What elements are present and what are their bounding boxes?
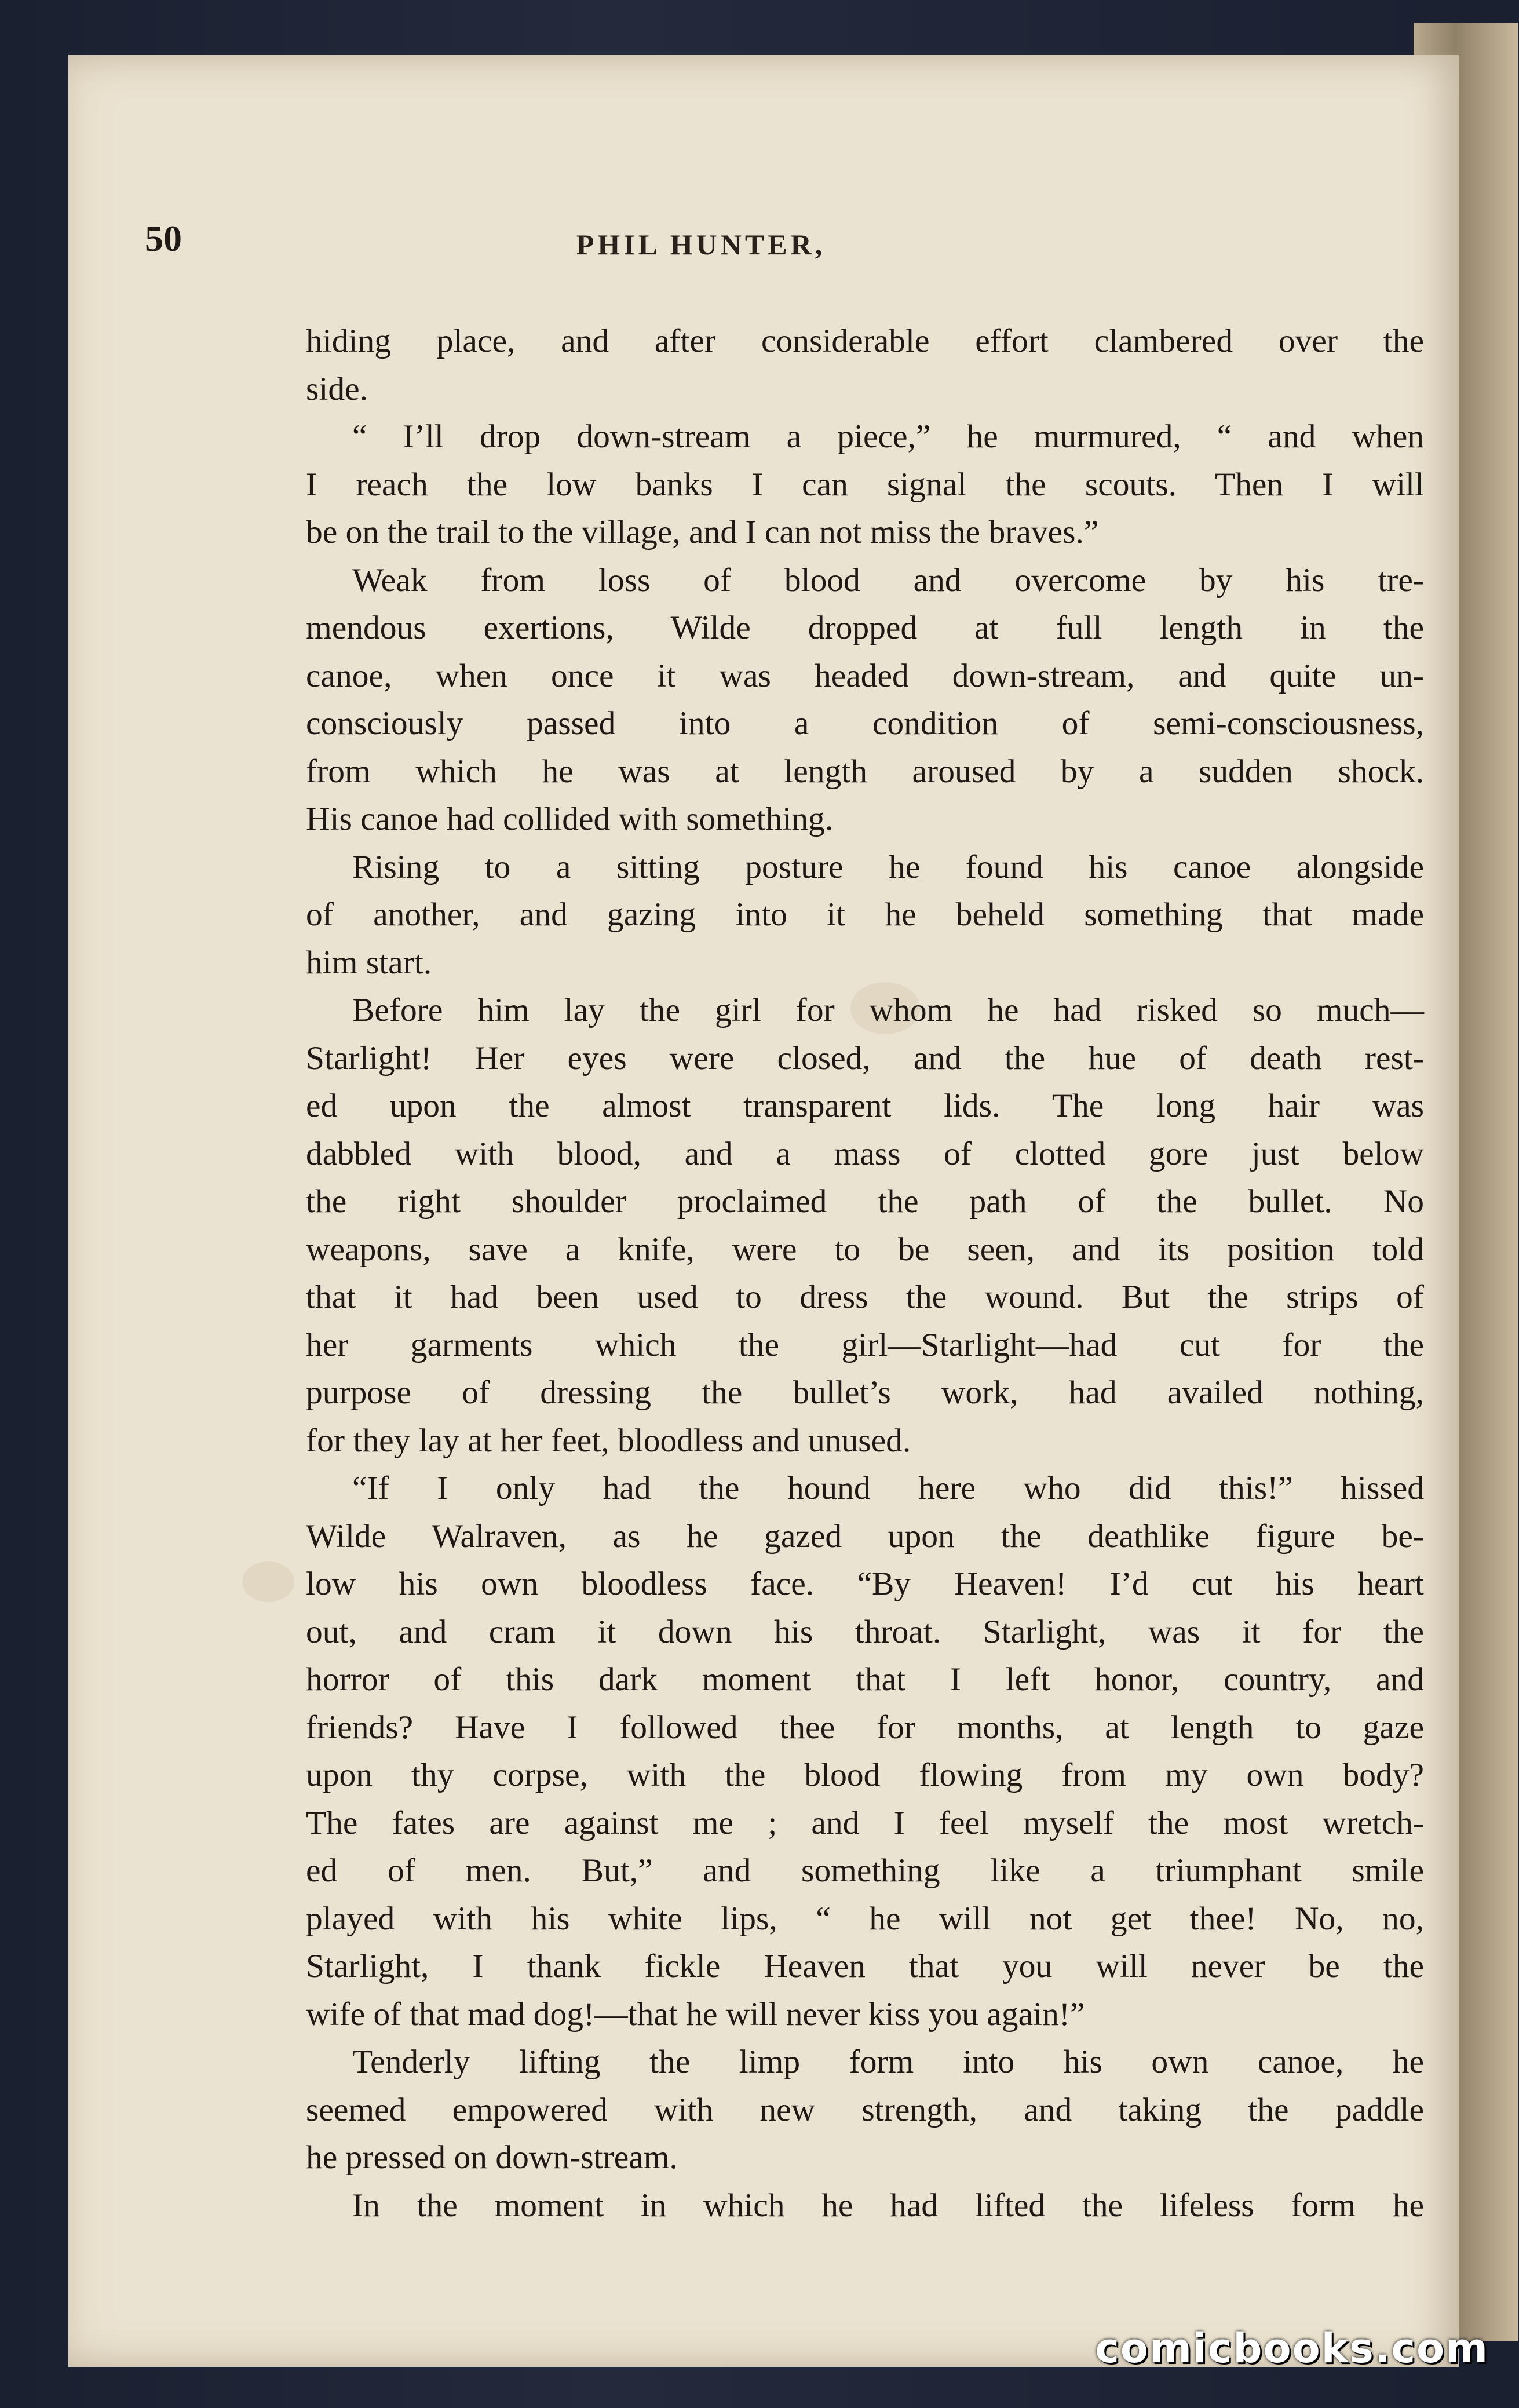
text-line: His canoe had collided with something. [306, 801, 834, 837]
text-line: him start. [306, 944, 432, 981]
text-line: hiding place, and after considerable effort clambered over the [306, 323, 1424, 359]
text-line: be on the trail to the village, and I can not miss the braves.” [306, 514, 1099, 550]
text-line: dabbled with blood, and a mass of clotted gore just below [306, 1135, 1424, 1172]
text-line: Weak from loss of blood and overcome by his tre- [352, 561, 1424, 599]
page-number: 50 [145, 218, 182, 259]
text-line: wife of that mad dog!—that he will never kiss you again!” [306, 1995, 1085, 2033]
text-line: that it had been used to dress the wound. But the strips of [306, 1279, 1424, 1315]
text-line: I reach the low banks I can signal the scouts. Then I will [306, 466, 1424, 503]
text-line: horror of this dark moment that I left honor, country, and [306, 1661, 1424, 1698]
text-line: upon thy corpse, with the blood flowing from my own body? [306, 1757, 1424, 1793]
running-title: PHIL HUNTER, [576, 228, 826, 261]
running-head [145, 218, 1419, 269]
text-line: Starlight! Her eyes were closed, and the hue of death rest- [306, 1039, 1424, 1077]
text-line: purpose of dressing the bullet’s work, had availed nothing, [306, 1374, 1424, 1411]
text-line: her garments which the girl—Starlight—had cut for the [306, 1326, 1424, 1363]
text-line: low his own bloodless face. “By Heaven! I’d cut his heart [306, 1566, 1424, 1602]
text-line: he pressed on down-stream. [306, 2139, 678, 2176]
text-line: seemed empowered with new strength, and taking the paddle [306, 2091, 1424, 2128]
text-line: from which he was at length aroused by a sudden shock. [306, 753, 1424, 790]
paper-stain [242, 1561, 294, 1602]
text-line: for they lay at her feet, bloodless and unused. [306, 1422, 911, 1459]
text-line: the right shoulder proclaimed the path of the bullet. No [306, 1183, 1424, 1220]
text-line: Before him lay the girl for whom he had risked so much— [352, 992, 1424, 1028]
text-line: Starlight, I thank fickle Heaven that you will never be the [306, 1948, 1424, 1984]
text-line: ed of men. But,” and something like a triumphant smile [306, 1852, 1424, 1889]
text-line: mendous exertions, Wilde dropped at full length in the [306, 610, 1424, 646]
text-line: friends? Have I followed thee for months, at length to gaze [306, 1709, 1424, 1746]
text-line: The fates are against me ; and I feel myself the most wretch- [306, 1804, 1424, 1841]
text-line: consciously passed into a condition of semi-consciousness, [306, 705, 1424, 742]
text-line: out, and cram it down his throat. Starlight, was it for the [306, 1613, 1424, 1650]
text-line: Tenderly lifting the limp form into his own canoe, he [352, 2044, 1424, 2080]
site-watermark: comicbooks.com [1095, 2325, 1489, 2372]
text-line: canoe, when once it was headed down-stream, and quite un- [306, 657, 1424, 694]
text-line: side. [306, 370, 368, 407]
text-line: of another, and gazing into it he beheld something that made [306, 896, 1424, 933]
text-line: ed upon the almost transparent lids. The long hair was [306, 1088, 1424, 1124]
body-text [306, 318, 1424, 2230]
text-line: “ I’ll drop down-stream a piece,” he murmured, “ and when [352, 418, 1424, 455]
text-line: played with his white lips, “ he will not get thee! No, no, [306, 1900, 1424, 1937]
text-line: weapons, save a knife, were to be seen, and its position told [306, 1231, 1424, 1268]
text-line: Wilde Walraven, as he gazed upon the deathlike figure be- [306, 1517, 1424, 1555]
text-line: In the moment in which he had lifted the lifeless form he [352, 2187, 1424, 2224]
text-line: Rising to a sitting posture he found his canoe alongside [352, 848, 1424, 885]
text-line: “If I only had the hound here who did this!” hissed [352, 1470, 1424, 1506]
